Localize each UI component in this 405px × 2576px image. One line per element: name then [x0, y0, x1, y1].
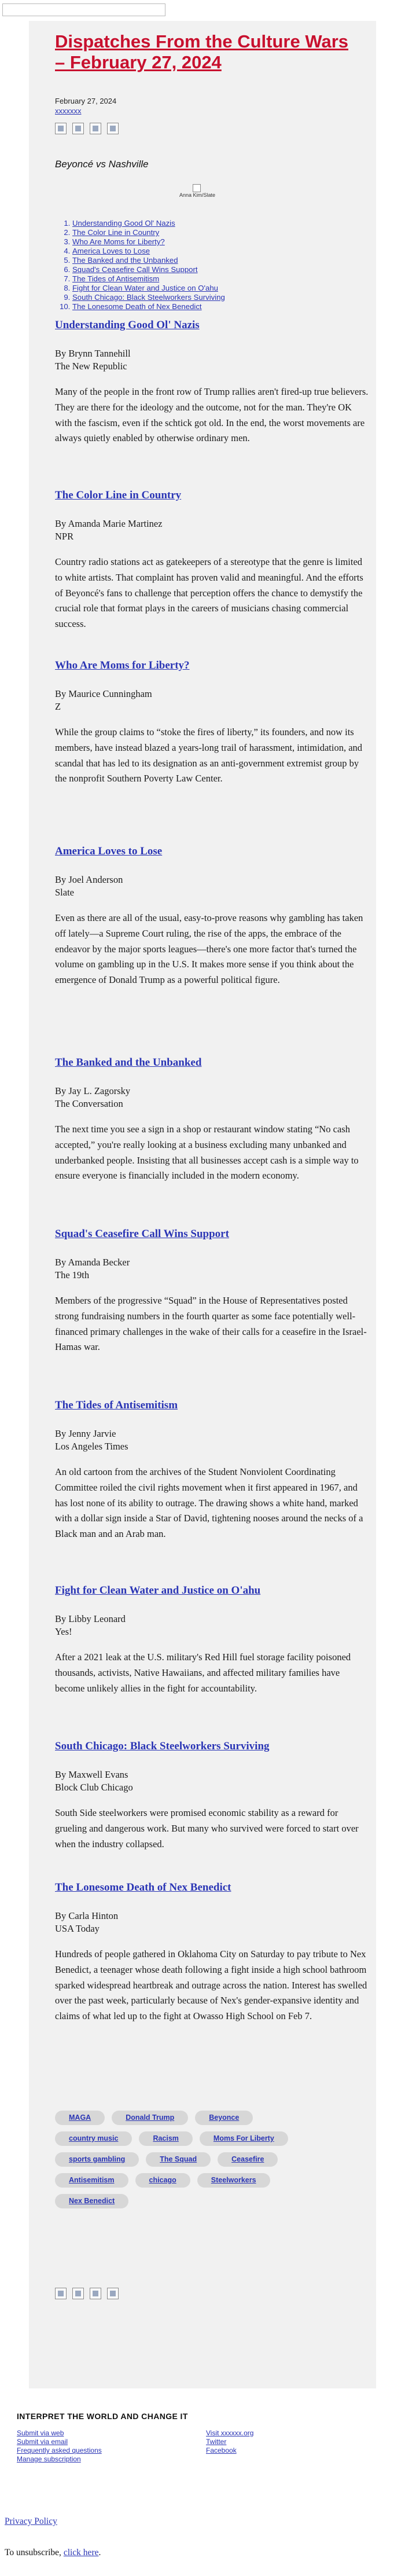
issue-subtitle: Beyoncé vs Nashville [55, 159, 149, 170]
article-summary: After a 2021 leak at the U.S. military's Red Hill fuel storage facility poisoned thousands, activists, Native Hawaiians, and affected military families have become unlikely allies in the fight for accountability. [55, 1652, 351, 1694]
hero-image [193, 184, 201, 192]
article-author: By Brynn Tannehill [55, 348, 131, 359]
toc-item[interactable]: 1. Understanding Good Ol' Nazis [72, 219, 225, 228]
article [55, 1227, 370, 1355]
footer-link[interactable]: Facebook [206, 2446, 237, 2454]
tag[interactable]: country music [55, 2131, 132, 2146]
image-credit: Anna Kim/Slate [179, 192, 216, 198]
article [55, 1881, 370, 2024]
linkedin-icon[interactable] [90, 123, 101, 134]
article [55, 845, 370, 988]
article-summary: The next time you see a sign in a shop or restaurant window stating “No cash accepted,” you're really looking at a business excluding many unbanked and underbanked people. Insisting that all businesses accept cash is a simple way to ensure everyone is financially included in the modern economy. [55, 1124, 359, 1181]
article-author: By Carla Hinton [55, 1910, 119, 1921]
meta-block [55, 96, 116, 116]
article-publication: Z [55, 701, 61, 712]
article-author: By Jenny Jarvie [55, 1428, 116, 1439]
toc-item[interactable]: 3. Who Are Moms for Liberty? [72, 237, 225, 247]
tag[interactable]: MAGA [55, 2111, 105, 2125]
unsubscribe-line [5, 2548, 101, 2558]
tag[interactable]: The Squad [146, 2152, 211, 2167]
logo-image [2, 3, 165, 16]
footer-links-right [206, 2429, 253, 2455]
email-icon[interactable] [107, 123, 119, 134]
article-summary: Even as there are all of the usual, easy-to-prove reasons why gambling has taken off lately—a Supreme Court ruling, the rise of the apps, the embrace of the endeavor by the major sports leagues—there's one more factor that's turned the volume on gambling up in the U.S. It makes more sense if you think about the emergence of Donald Trump as a powerful political figure. [55, 912, 363, 986]
footer-heading: INTERPRET THE WORLD AND CHANGE IT [17, 2412, 188, 2421]
article-publication: Los Angeles Times [55, 1441, 128, 1452]
footer-link[interactable]: Frequently asked questions [17, 2446, 102, 2454]
footer-link[interactable]: Manage subscription [17, 2455, 81, 2463]
article-title[interactable]: South Chicago: Black Steelworkers Surviving [55, 1740, 270, 1752]
page-title[interactable]: Dispatches From the Culture Wars – February 27, 2024 [55, 31, 349, 72]
article-author: By Libby Leonard [55, 1613, 126, 1624]
unsubscribe-end: . [98, 2548, 101, 2557]
twitter-icon[interactable] [72, 123, 84, 134]
linkedin-icon[interactable] [90, 2288, 101, 2299]
article-title[interactable]: Squad's Ceasefire Call Wins Support [55, 1228, 229, 1240]
toc-item[interactable]: 8. Fight for Clean Water and Justice on O'ahu [72, 284, 225, 293]
tag[interactable]: Beyonce [195, 2111, 253, 2125]
article-publication: The New Republic [55, 361, 127, 372]
tag[interactable]: sports gambling [55, 2152, 139, 2167]
article-publication: The 19th [55, 1269, 90, 1280]
article [55, 318, 370, 446]
article [55, 489, 370, 632]
article-title[interactable]: The Lonesome Death of Nex Benedict [55, 1881, 231, 1894]
footer-link[interactable]: Twitter [206, 2438, 227, 2446]
twitter-icon[interactable] [72, 2288, 84, 2299]
privacy-policy-link[interactable]: Privacy Policy [5, 2516, 57, 2526]
article-title[interactable]: Understanding Good Ol' Nazis [55, 319, 200, 331]
toc-item[interactable]: 10. The Lonesome Death of Nex Benedict [72, 302, 225, 311]
facebook-icon[interactable] [55, 2288, 67, 2299]
tag[interactable]: Antisemitism [55, 2173, 128, 2188]
toc-item[interactable]: 2. The Color Line in Country [72, 228, 225, 237]
footer-links-left [17, 2429, 102, 2464]
article-title[interactable]: The Banked and the Unbanked [55, 1056, 202, 1069]
tag[interactable]: Donald Trump [112, 2111, 188, 2125]
article-author: By Amanda Marie Martinez [55, 518, 163, 529]
footer-link[interactable]: Submit via email [17, 2438, 68, 2446]
byline-link[interactable]: xxxxxxx [55, 107, 82, 115]
article-summary: Members of the progressive “Squad” in the House of Representatives posted strong fundraising numbers in the fourth quarter as some face potentially well-financed primary challenges in the wake of their calls for a ceasefire in the Israel-Hamas war. [55, 1295, 367, 1353]
tag[interactable]: Ceasefire [218, 2152, 278, 2167]
article-publication: Yes! [55, 1626, 72, 1637]
email-icon[interactable] [107, 2288, 119, 2299]
article-title[interactable]: Fight for Clean Water and Justice on O'ahu [55, 1584, 261, 1597]
toc-item[interactable]: 5. The Banked and the Unbanked [72, 256, 225, 265]
facebook-icon[interactable] [55, 123, 67, 134]
share-bar-bottom [55, 2288, 119, 2299]
article-author: By Maurice Cunningham [55, 688, 152, 699]
toc-item[interactable]: 4. America Loves to Lose [72, 247, 225, 256]
article [55, 1740, 370, 1852]
article-summary: South Side steelworkers were promised economic stability as a reward for grueling and dangerous work. But many who survived were forced to start over when the industry collapsed. [55, 1807, 359, 1850]
article-author: By Maxwell Evans [55, 1769, 128, 1780]
unsubscribe-text: To unsubscribe, [5, 2548, 61, 2557]
article-summary: Many of the people in the front row of Trump rallies aren't fired-up true believers. They are there for the ideology and the outcome, not for the man. They're OK with the fascism, even if the schtick got old. In the end, the worst movements are always quietly enabled by otherwise ordinary men. [55, 386, 369, 444]
share-bar-top [55, 123, 119, 134]
article-publication: NPR [55, 531, 74, 542]
tag[interactable]: Racism [139, 2131, 192, 2146]
article-summary: Country radio stations act as gatekeepers of a stereotype that the genre is limited to white artists. That complaint has proven valid and meaningful. And the efforts of Beyoncé's fans to challenge that perception offers the chance to demystify the crucial role that format plays in the careers of musicians chasing commercial success. [55, 556, 363, 630]
article [55, 659, 370, 787]
tag[interactable]: Nex Benedict [55, 2194, 128, 2208]
toc-item[interactable]: 9. South Chicago: Black Steelworkers Surviving [72, 293, 225, 302]
toc-item[interactable]: 7. The Tides of Antisemitism [72, 274, 225, 284]
article-publication: Slate [55, 887, 74, 898]
unsubscribe-link[interactable]: click here [63, 2548, 99, 2557]
article-summary: Hundreds of people gathered in Oklahoma City on Saturday to pay tribute to Nex Benedict, a teenager whose death following a fight inside a high school bathroom sparked widespread heartbreak and outrage across the nation. Interest has swelled over the past week, particularly because of Nex's gender-expansive identity and claims of what led up to the fight at Owasso High School on Feb 7. [55, 1948, 367, 2022]
article-publication: USA Today [55, 1923, 100, 1934]
toc-item[interactable]: 6. Squad's Ceasefire Call Wins Support [72, 265, 225, 274]
article-author: By Joel Anderson [55, 874, 123, 885]
article [55, 1056, 370, 1184]
article-author: By Amanda Becker [55, 1257, 130, 1268]
tag[interactable]: chicago [135, 2173, 190, 2188]
article-title[interactable]: The Tides of Antisemitism [55, 1399, 178, 1411]
article-summary: An old cartoon from the archives of the Student Nonviolent Coordinating Committee roiled the civil rights movement when it first appeared in 1967, and has lost none of its ability to outrage. The drawing shows a white hand, marked with a dollar sign inside a Star of David, tightening nooses around the necks of a Black man and an Arab man. [55, 1466, 363, 1540]
article-author: By Jay L. Zagorsky [55, 1085, 131, 1096]
article-publication: The Conversation [55, 1098, 123, 1109]
newsletter-panel [29, 21, 376, 2388]
article-publication: Block Club Chicago [55, 1782, 133, 1793]
footer-link[interactable]: Submit via web [17, 2429, 64, 2437]
tag[interactable]: Steelworkers [197, 2173, 270, 2188]
footer-link[interactable]: Visit xxxxxx.org [206, 2429, 254, 2437]
issue-date: February 27, 2024 [55, 97, 117, 105]
table-of-contents [55, 219, 225, 311]
article [55, 1584, 370, 1696]
tag-list [55, 2111, 298, 2208]
article [55, 1399, 370, 1542]
tag[interactable]: Moms For Liberty [200, 2131, 288, 2146]
article-summary: While the group claims to “stoke the fires of liberty,” its founders, and now its members, have instead blazed a years-long trail of harassment, intimidation, and scandal that has led to its designation as an anti-government extremist group by the nonprofit Southern Poverty Law Center. [55, 726, 363, 784]
article-title[interactable]: Who Are Moms for Liberty? [55, 659, 190, 671]
article-title[interactable]: America Loves to Lose [55, 845, 163, 857]
article-title[interactable]: The Color Line in Country [55, 489, 182, 501]
